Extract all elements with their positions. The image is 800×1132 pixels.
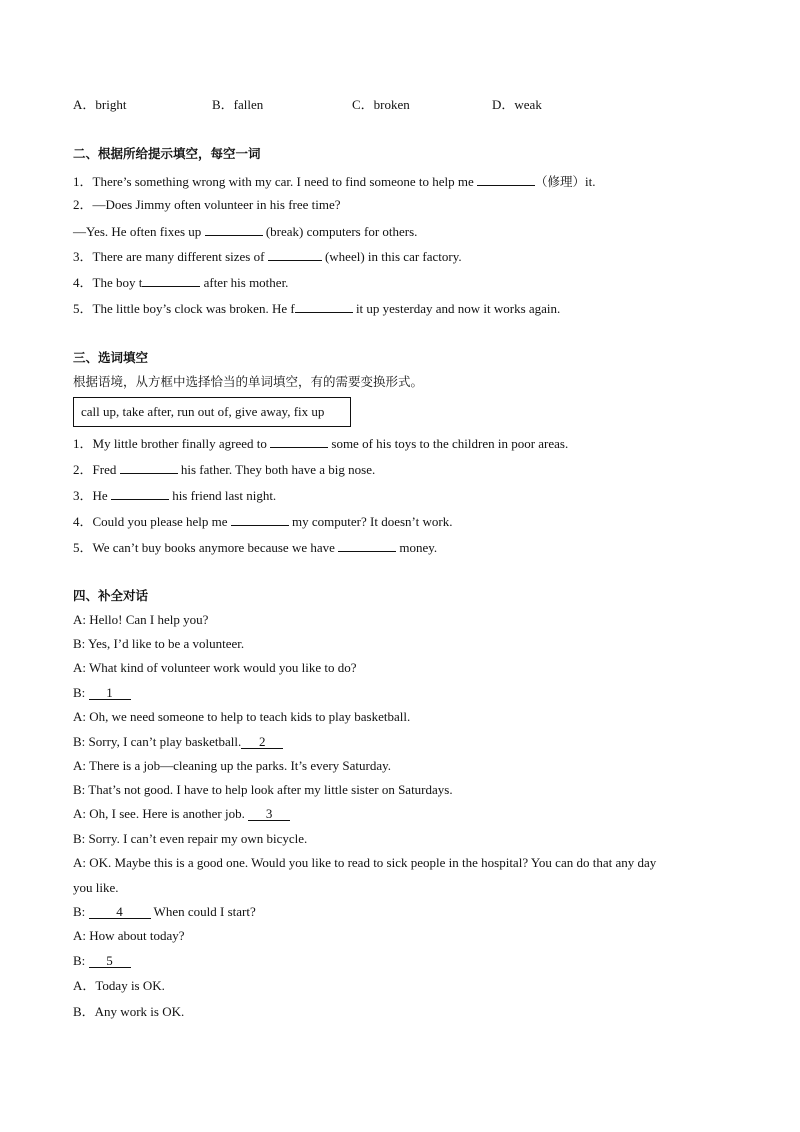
answer-blank[interactable] [205,222,263,236]
s2-question-2-reply: —Yes. He often fixes up (break) computers for others. [73,224,418,239]
answer-blank[interactable] [142,273,200,287]
dialogue-line: A: Hello! Can I help you? [73,612,209,627]
answer-blank[interactable] [268,247,322,261]
dialogue-line: A: There is a job—cleaning up the parks. It’s every Saturday. [73,758,392,773]
dialogue-line: B: That’s not good. I have to help look after my little sister on Saturdays. [73,782,453,797]
section3-instruction: 根据语境，从方框中选择恰当的单词填空，有的需要变换形式。 [73,374,424,389]
answer-blank[interactable]: 1 [89,686,131,700]
option-d: D．weak [492,97,542,112]
answer-blank[interactable] [231,512,289,526]
s3-question-1: 1．My little brother finally agreed to some of his toys to the children in poor areas. [73,436,569,451]
dialogue-line: B: Sorry. I can’t even repair my own bicycle. [73,831,308,846]
dialogue-line: A: Oh, we need someone to help to teach kids to play basketball. [73,709,411,724]
s2-question-1: 1．There’s something wrong with my car. I need to find someone to help me （修理）it. [73,174,596,189]
dialogue-line-blank-4: B: 4 When could I start? [73,904,256,919]
s3-question-5: 5．We can’t buy books anymore because we have money. [73,540,438,555]
s3-question-3: 3．He his friend last night. [73,488,277,503]
s2-question-2: 2．—Does Jimmy often volunteer in his free time? [73,197,341,212]
dialogue-line-blank-5: B: 5 [73,953,131,969]
section3-heading: 三、选词填空 [73,350,149,365]
s3-question-2: 2．Fred his father. They both have a big nose. [73,462,376,477]
option-b: B．fallen [212,97,264,112]
word-box: call up, take after, run out of, give away, fix up [73,397,351,427]
answer-blank[interactable]: 3 [248,807,290,821]
option-a: A．bright [73,97,127,112]
answer-blank[interactable] [338,538,396,552]
choice-b: B．Any work is OK. [73,1004,185,1019]
answer-blank[interactable] [295,299,353,313]
dialogue-line-blank-2: B: Sorry, I can’t play basketball. 2 [73,734,283,750]
choice-a: A．Today is OK. [73,978,165,993]
answer-blank[interactable] [120,460,178,474]
dialogue-line-blank-3: A: Oh, I see. Here is another job. 3 [73,806,290,822]
section4-heading: 四、补全对话 [73,588,149,603]
section2-heading: 二、根据所给提示填空，每空一词 [73,146,261,161]
dialogue-line-blank-1: B: 1 [73,685,131,701]
answer-blank[interactable]: 5 [89,954,131,968]
s2-question-3: 3．There are many different sizes of (wheel) in this car factory. [73,249,462,264]
dialogue-line: A: How about today? [73,928,185,943]
answer-blank[interactable] [477,172,535,186]
option-c: C．broken [352,97,410,112]
dialogue-line: B: Yes, I’d like to be a volunteer. [73,636,245,651]
answer-blank[interactable]: 4 [89,905,151,919]
dialogue-line: you like. [73,880,119,895]
s2-question-5: 5．The little boy’s clock was broken. He f it up yesterday and now it works again. [73,301,561,316]
answer-blank[interactable] [111,486,169,500]
s2-question-4: 4．The boy t after his mother. [73,275,289,290]
answer-blank[interactable]: 2 [241,735,283,749]
dialogue-line: A: OK. Maybe this is a good one. Would you like to read to sick people in the hospital? You can do that any day [73,855,657,870]
s3-question-4: 4．Could you please help me my computer? It doesn’t work. [73,514,453,529]
answer-blank[interactable] [270,434,328,448]
dialogue-line: A: What kind of volunteer work would you like to do? [73,660,357,675]
